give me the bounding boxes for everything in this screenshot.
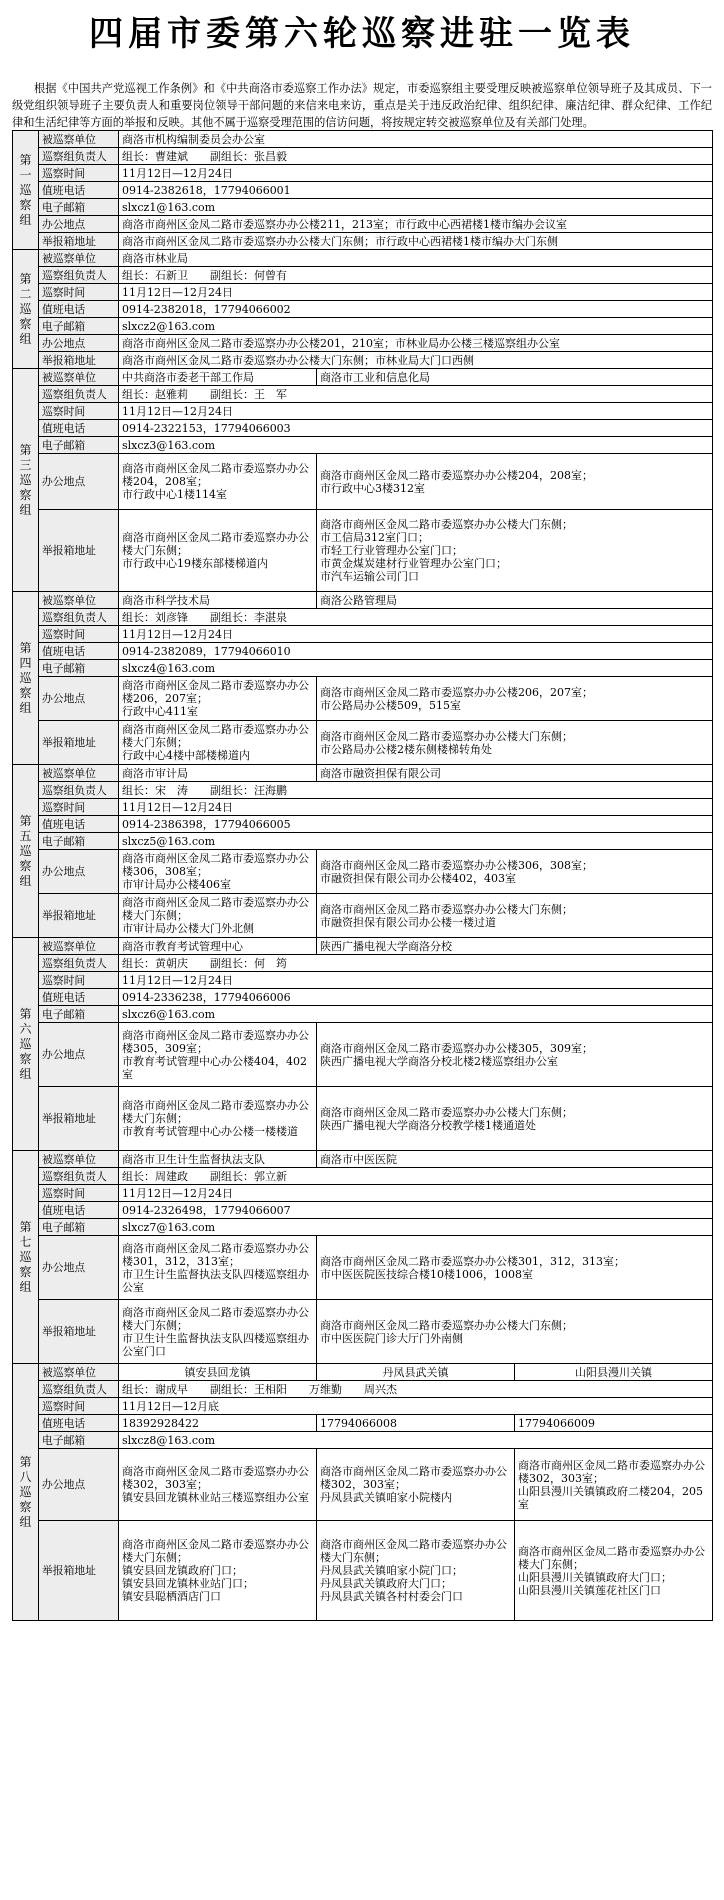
table-row (13, 677, 713, 721)
group-name (13, 592, 39, 765)
label-box: 举报箱地址 (39, 510, 119, 592)
label-unit: 被巡察单位 (39, 765, 119, 782)
email-value: slxcz2@163.com (119, 318, 713, 335)
label-time: 巡察时间 (39, 403, 119, 420)
phone-value: 0914-2382018，17794066002 (119, 301, 713, 318)
table-row (13, 386, 713, 403)
office-value: 商洛市商州区金凤二路市委巡察办办公楼305，309室； 市教育考试管理中心办公楼404，402室 (119, 1023, 317, 1087)
office-value: 商洛市商州区金凤二路市委巡察办办公楼204，208室； 市行政中心3楼312室 (317, 454, 713, 510)
email-value: slxcz5@163.com (119, 833, 713, 850)
table-row (13, 216, 713, 233)
office-value: 商洛市商州区金凤二路市委巡察办办公楼306，308室； 市融资担保有限公司办公楼402，403室 (317, 850, 713, 894)
table-row (13, 660, 713, 677)
label-unit: 被巡察单位 (39, 369, 119, 386)
label-email: 电子邮箱 (39, 199, 119, 216)
table-row (13, 938, 713, 955)
table-row (13, 1168, 713, 1185)
unit-name: 丹凤县武关镇 (317, 1364, 515, 1381)
table-row (13, 335, 713, 352)
table-row (13, 233, 713, 250)
leader-value: 组长：周建政 副组长：郭立新 (119, 1168, 713, 1185)
leader-value: 组长：赵雅莉 副组长：王 军 (119, 386, 713, 403)
label-phone: 值班电话 (39, 301, 119, 318)
inspection-table (12, 130, 713, 1621)
group-name-text: 第一巡察组 (19, 152, 32, 227)
label-phone: 值班电话 (39, 182, 119, 199)
label-email: 电子邮箱 (39, 1219, 119, 1236)
group-name (13, 131, 39, 250)
table-row (13, 510, 713, 592)
email-value: slxcz3@163.com (119, 437, 713, 454)
label-box: 举报箱地址 (39, 233, 119, 250)
box-value: 商洛市商州区金凤二路市委巡察办办公楼大门东侧； 市卫生计生监督执法支队四楼巡察组办公室门口 (119, 1300, 317, 1364)
label-unit: 被巡察单位 (39, 592, 119, 609)
table-row (13, 454, 713, 510)
group-name-text: 第五巡察组 (19, 813, 32, 888)
label-time: 巡察时间 (39, 626, 119, 643)
table-row (13, 1023, 713, 1087)
table-row (13, 403, 713, 420)
office-value: 商洛市商州区金凤二路市委巡察办办公楼302，303室； 丹凤县武关镇咱家小院楼内 (317, 1449, 515, 1521)
table-row (13, 1364, 713, 1381)
unit-name: 山阳县漫川关镇 (515, 1364, 713, 1381)
label-time: 巡察时间 (39, 799, 119, 816)
box-value: 商洛市商州区金凤二路市委巡察办办公楼大门东侧；市行政中心西裙楼1楼市编办大门东侧 (119, 233, 713, 250)
table-row (13, 131, 713, 148)
label-leader: 巡察组负责人 (39, 782, 119, 799)
group-name-text: 第六巡察组 (19, 1006, 32, 1081)
unit-name: 商洛公路管理局 (317, 592, 713, 609)
label-office: 办公地点 (39, 1023, 119, 1087)
box-value: 商洛市商州区金凤二路市委巡察办办公楼大门东侧； 镇安县回龙镇政府门口； 镇安县回龙镇林业站门口； 镇安县聪栖酒店门口 (119, 1521, 317, 1621)
time-value: 11月12日—12月24日 (119, 403, 713, 420)
table-row (13, 165, 713, 182)
group-name (13, 765, 39, 938)
time-value: 11月12日—12月24日 (119, 165, 713, 182)
unit-name: 商洛市卫生计生监督执法支队 (119, 1151, 317, 1168)
time-value: 11月12日—12月24日 (119, 972, 713, 989)
label-email: 电子邮箱 (39, 660, 119, 677)
table-row (13, 1087, 713, 1151)
phone-value: 0914-2382089，17794066010 (119, 643, 713, 660)
email-value: slxcz1@163.com (119, 199, 713, 216)
table-row (13, 765, 713, 782)
email-value: slxcz6@163.com (119, 1006, 713, 1023)
table-row (13, 1521, 713, 1621)
office-value: 商洛市商州区金凤二路市委巡察办办公楼211，213室；市行政中心西裙楼1楼市编办会议室 (119, 216, 713, 233)
table-row (13, 199, 713, 216)
label-time: 巡察时间 (39, 1185, 119, 1202)
phone-value: 17794066009 (515, 1415, 713, 1432)
table-row (13, 1236, 713, 1300)
group-name-text: 第七巡察组 (19, 1219, 32, 1294)
group-name (13, 369, 39, 592)
phone-value: 0914-2386398，17794066005 (119, 816, 713, 833)
label-leader: 巡察组负责人 (39, 609, 119, 626)
office-value: 商洛市商州区金凤二路市委巡察办办公楼305，309室； 陕西广播电视大学商洛分校北楼2楼巡察组办公室 (317, 1023, 713, 1087)
table-row (13, 972, 713, 989)
label-box: 举报箱地址 (39, 721, 119, 765)
table-row (13, 626, 713, 643)
label-time: 巡察时间 (39, 1398, 119, 1415)
table-row (13, 182, 713, 199)
office-value: 商洛市商州区金凤二路市委巡察办办公楼201，210室；市林业局办公楼三楼巡察组办公室 (119, 335, 713, 352)
label-phone: 值班电话 (39, 1415, 119, 1432)
label-phone: 值班电话 (39, 816, 119, 833)
label-time: 巡察时间 (39, 284, 119, 301)
unit-name: 中共商洛市委老干部工作局 (119, 369, 317, 386)
table-row (13, 284, 713, 301)
label-office: 办公地点 (39, 216, 119, 233)
label-time: 巡察时间 (39, 165, 119, 182)
label-leader: 巡察组负责人 (39, 1381, 119, 1398)
label-office: 办公地点 (39, 335, 119, 352)
leader-value: 组长：石新卫 副组长：何曾有 (119, 267, 713, 284)
office-value: 商洛市商州区金凤二路市委巡察办办公楼301，312，313室； 市中医医院医技综合楼10楼1006，1008室 (317, 1236, 713, 1300)
table-row (13, 1219, 713, 1236)
unit-name: 商洛市教育考试管理中心 (119, 938, 317, 955)
box-value: 商洛市商州区金凤二路市委巡察办办公楼大门东侧； 山阳县漫川关镇镇政府大门口； 山阳县漫川关镇莲花社区门口 (515, 1521, 713, 1621)
label-leader: 巡察组负责人 (39, 148, 119, 165)
box-value: 商洛市商州区金凤二路市委巡察办办公楼大门东侧； 市行政中心19楼东部楼梯道内 (119, 510, 317, 592)
box-value: 商洛市商州区金凤二路市委巡察办办公楼大门东侧； 市审计局办公楼大门外北侧 (119, 894, 317, 938)
table-row (13, 989, 713, 1006)
label-box: 举报箱地址 (39, 1521, 119, 1621)
table-row (13, 420, 713, 437)
label-box: 举报箱地址 (39, 1087, 119, 1151)
table-row (13, 894, 713, 938)
table-row (13, 833, 713, 850)
box-value: 商洛市商州区金凤二路市委巡察办办公楼大门东侧；市林业局大门口西侧 (119, 352, 713, 369)
table-row (13, 318, 713, 335)
label-unit: 被巡察单位 (39, 250, 119, 267)
table-row (13, 609, 713, 626)
phone-value: 0914-2322153，17794066003 (119, 420, 713, 437)
unit-name: 商洛市林业局 (119, 250, 713, 267)
table-row (13, 799, 713, 816)
group-name (13, 1151, 39, 1364)
table-row (13, 850, 713, 894)
table-row (13, 352, 713, 369)
table-row (13, 1185, 713, 1202)
office-value: 商洛市商州区金凤二路市委巡察办办公楼206，207室； 市公路局办公楼509，515室 (317, 677, 713, 721)
label-leader: 巡察组负责人 (39, 955, 119, 972)
label-box: 举报箱地址 (39, 1300, 119, 1364)
table-row (13, 721, 713, 765)
table-row (13, 1398, 713, 1415)
phone-value: 18392928422 (119, 1415, 317, 1432)
phone-value: 0914-2382618，17794066001 (119, 182, 713, 199)
label-email: 电子邮箱 (39, 437, 119, 454)
time-value: 11月12日—12月底 (119, 1398, 713, 1415)
unit-name: 商洛市融资担保有限公司 (317, 765, 713, 782)
label-leader: 巡察组负责人 (39, 386, 119, 403)
leader-value: 组长：刘彦锋 副组长：李湛泉 (119, 609, 713, 626)
box-value: 商洛市商州区金凤二路市委巡察办办公楼大门东侧； 市教育考试管理中心办公楼一楼楼道 (119, 1087, 317, 1151)
phone-value: 0914-2336238，17794066006 (119, 989, 713, 1006)
group-name (13, 938, 39, 1151)
page-title: 四届市委第六轮巡察进驻一览表 (89, 14, 635, 54)
label-phone: 值班电话 (39, 420, 119, 437)
table-row (13, 250, 713, 267)
label-office: 办公地点 (39, 677, 119, 721)
table-row (13, 782, 713, 799)
phone-value: 17794066008 (317, 1415, 515, 1432)
time-value: 11月12日—12月24日 (119, 284, 713, 301)
table-row (13, 1432, 713, 1449)
table-row (13, 1151, 713, 1168)
box-value: 商洛市商州区金凤二路市委巡察办办公楼大门东侧； 市中医医院门诊大厅门外南侧 (317, 1300, 713, 1364)
leader-value: 组长：谢成早 副组长：王相阳 万维勤 周兴杰 (119, 1381, 713, 1398)
table-row (13, 1449, 713, 1521)
intro-paragraph: 根据《中国共产党巡视工作条例》和《中共商洛市委巡察工作办法》规定，市委巡察组主要受理反映被巡察单位领导班子及其成员、下一级党组织领导班子主要负责人和重要岗位领导干部问题的来信来电来访，重点是关于违反政治纪律、组织纪律、廉洁纪律、群众纪律、工作纪律和生活纪律等方面的举报和反映。其他不属于巡察受理范围的信访问题，将按规定转交被巡察单位及有关部门处理。 (12, 82, 712, 129)
table-row (13, 1300, 713, 1364)
box-value: 商洛市商州区金凤二路市委巡察办办公楼大门东侧； 丹凤县武关镇咱家小院门口； 丹凤县武关镇政府大门口； 丹凤县武关镇各村村委会门口 (317, 1521, 515, 1621)
label-unit: 被巡察单位 (39, 938, 119, 955)
label-box: 举报箱地址 (39, 352, 119, 369)
unit-name: 商洛市科学技术局 (119, 592, 317, 609)
label-office: 办公地点 (39, 850, 119, 894)
phone-value: 0914-2326498，17794066007 (119, 1202, 713, 1219)
label-unit: 被巡察单位 (39, 131, 119, 148)
unit-name: 陕西广播电视大学商洛分校 (317, 938, 713, 955)
office-value: 商洛市商州区金凤二路市委巡察办办公楼302，303室； 山阳县漫川关镇镇政府二楼204，205室 (515, 1449, 713, 1521)
label-phone: 值班电话 (39, 1202, 119, 1219)
label-box: 举报箱地址 (39, 894, 119, 938)
time-value: 11月12日—12月24日 (119, 1185, 713, 1202)
label-leader: 巡察组负责人 (39, 267, 119, 284)
label-phone: 值班电话 (39, 989, 119, 1006)
table-row (13, 1202, 713, 1219)
table-row (13, 1415, 713, 1432)
table-row (13, 955, 713, 972)
unit-name: 商洛市中医医院 (317, 1151, 713, 1168)
label-leader: 巡察组负责人 (39, 1168, 119, 1185)
group-name-text: 第二巡察组 (19, 271, 32, 346)
box-value: 商洛市商州区金凤二路市委巡察办办公楼大门东侧； 市融资担保有限公司办公楼一楼过道 (317, 894, 713, 938)
box-value: 商洛市商州区金凤二路市委巡察办办公楼大门东侧； 市工信局312室门口； 市轻工行业管理办公室门口； 市黄金煤炭建材行业管理办公室门口； 市汽车运输公司门口 (317, 510, 713, 592)
label-unit: 被巡察单位 (39, 1364, 119, 1381)
unit-name: 商洛市机构编制委员会办公室 (119, 131, 713, 148)
unit-name: 商洛市审计局 (119, 765, 317, 782)
table-row (13, 369, 713, 386)
office-value: 商洛市商州区金凤二路市委巡察办办公楼204，208室； 市行政中心1楼114室 (119, 454, 317, 510)
label-office: 办公地点 (39, 454, 119, 510)
group-name-text: 第三巡察组 (19, 442, 32, 517)
table-row (13, 643, 713, 660)
group-name (13, 1364, 39, 1621)
leader-value: 组长：宋 涛 副组长：汪海鹏 (119, 782, 713, 799)
label-email: 电子邮箱 (39, 318, 119, 335)
time-value: 11月12日—12月24日 (119, 799, 713, 816)
time-value: 11月12日—12月24日 (119, 626, 713, 643)
unit-name: 商洛市工业和信息化局 (317, 369, 713, 386)
table-row (13, 267, 713, 284)
table-row (13, 1381, 713, 1398)
office-value: 商洛市商州区金凤二路市委巡察办办公楼302，303室； 镇安县回龙镇林业站三楼巡察组办公室 (119, 1449, 317, 1521)
table-row (13, 1006, 713, 1023)
email-value: slxcz8@163.com (119, 1432, 713, 1449)
table-row (13, 148, 713, 165)
group-name-text: 第四巡察组 (19, 640, 32, 715)
box-value: 商洛市商州区金凤二路市委巡察办办公楼大门东侧； 市公路局办公楼2楼东侧楼梯转角处 (317, 721, 713, 765)
label-email: 电子邮箱 (39, 833, 119, 850)
table-row (13, 816, 713, 833)
table-row (13, 592, 713, 609)
email-value: slxcz4@163.com (119, 660, 713, 677)
office-value: 商洛市商州区金凤二路市委巡察办办公楼306，308室； 市审计局办公楼406室 (119, 850, 317, 894)
unit-name: 镇安县回龙镇 (119, 1364, 317, 1381)
table-row (13, 301, 713, 318)
office-value: 商洛市商州区金凤二路市委巡察办办公楼301，312，313室； 市卫生计生监督执法支队四楼巡察组办公室 (119, 1236, 317, 1300)
leader-value: 组长：黄朝庆 副组长：何 筠 (119, 955, 713, 972)
box-value: 商洛市商州区金凤二路市委巡察办办公楼大门东侧； 行政中心4楼中部楼梯道内 (119, 721, 317, 765)
office-value: 商洛市商州区金凤二路市委巡察办办公楼206，207室； 行政中心411室 (119, 677, 317, 721)
label-time: 巡察时间 (39, 972, 119, 989)
table-row (13, 437, 713, 454)
label-email: 电子邮箱 (39, 1432, 119, 1449)
group-name-text: 第八巡察组 (19, 1454, 32, 1529)
label-email: 电子邮箱 (39, 1006, 119, 1023)
label-unit: 被巡察单位 (39, 1151, 119, 1168)
leader-value: 组长：曹建斌 副组长：张昌毅 (119, 148, 713, 165)
label-office: 办公地点 (39, 1236, 119, 1300)
label-phone: 值班电话 (39, 643, 119, 660)
email-value: slxcz7@163.com (119, 1219, 713, 1236)
box-value: 商洛市商州区金凤二路市委巡察办办公楼大门东侧； 陕西广播电视大学商洛分校教学楼1楼通道处 (317, 1087, 713, 1151)
label-office: 办公地点 (39, 1449, 119, 1521)
group-name (13, 250, 39, 369)
